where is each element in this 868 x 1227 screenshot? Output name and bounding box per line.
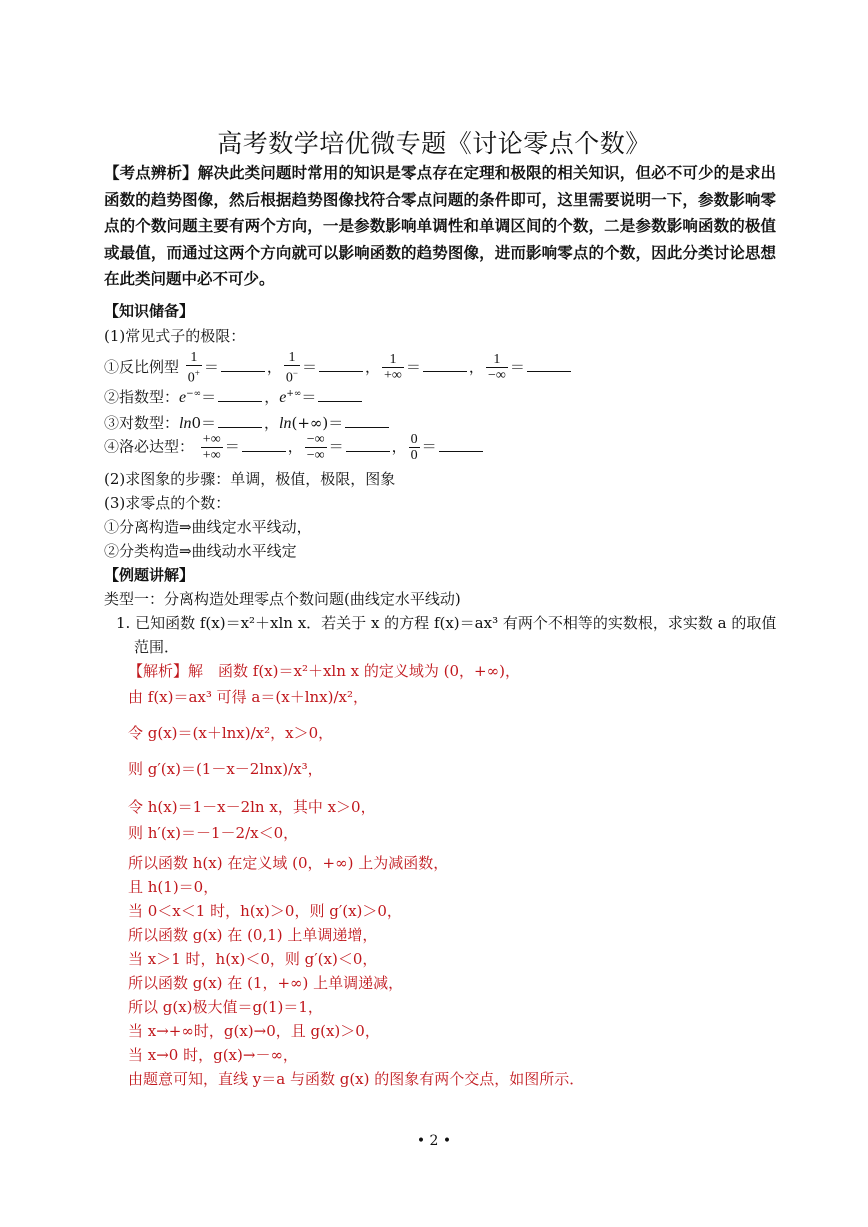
knowledge-item-3b: ②分类构造⇒曲线动水平线定 (104, 542, 297, 560)
answer-blank (439, 437, 483, 452)
knowledge-item-3a: ①分离构造⇒曲线定水平线动， (104, 518, 312, 536)
solution-line: 且 h(1)＝0， (128, 878, 219, 896)
solution-line: 则 h′(x)＝－1－2/x＜0， (128, 824, 299, 842)
answer-blank (218, 413, 262, 428)
log-type-label: ③对数型： (104, 414, 180, 432)
solution-line: 则 g′(x)＝(1－x－2lnx)/x³， (128, 760, 323, 778)
fraction-neginf-over-neginf: $\frac{-\infty}{-\infty}$ (306, 432, 325, 463)
solution-line: 所以 g(x)极大值＝g(1)＝1， (128, 998, 323, 1016)
fraction-0-over-0: $\frac{0}{0}$ (410, 432, 418, 463)
exponential-type-line: ②指数型：e−∞＝ ，e+∞＝ (104, 386, 364, 407)
lhopital-type-line: ④洛必达型： $\frac{+\infty}{+\infty}$ ＝ ， $\frac{-\infty}{-\infty}$ ＝ ， $\frac{0}{0}$ ＝ (104, 432, 485, 463)
page-number: • 2 • (416, 1133, 452, 1149)
fraction-1-over-0minus: $\frac{1}{0^-}$ (285, 350, 298, 386)
answer-blank (319, 357, 363, 372)
inverse-type-line: ①反比例型 $\frac{1}{0^+}$ ＝ ， $\frac{1}{0^-}$ ＝ ， $\frac{1}{+\infty}$ ＝ ， $\frac{1}{-\infty}$ ＝ (104, 350, 573, 386)
knowledge-item-2: (2)求图象的步骤：单调，极值，极限，图象 (104, 470, 396, 488)
solution-line: 当 x→0 时，g(x)→－∞， (128, 1046, 298, 1064)
fraction-1-over-posinf: $\frac{1}{+\infty}$ (384, 352, 402, 384)
fraction-inf-over-inf: $\frac{+\infty}{+\infty}$ (202, 432, 221, 463)
solution-line: 令 h(x)＝1－x－2ln x，其中 x＞0， (128, 798, 376, 816)
answer-blank (221, 357, 265, 372)
solution-line: 由题意可知，直线 y＝a 与函数 g(x) 的图象有两个交点，如图所示． (128, 1070, 585, 1088)
answer-blank (423, 357, 467, 372)
answer-blank (345, 413, 389, 428)
knowledge-item-3: (3)求零点的个数： (104, 494, 231, 512)
knowledge-item-1: (1)常见式子的极限： (104, 327, 246, 345)
solution-line: 当 x＞1 时，h(x)＜0，则 g′(x)＜0， (128, 950, 378, 968)
solution-line: 当 0＜x＜1 时，h(x)＞0，则 g′(x)＞0， (128, 902, 402, 920)
exponential-type-label: ②指数型： (104, 388, 180, 406)
fraction-1-over-neginf: $\frac{1}{-\infty}$ (487, 352, 506, 384)
solution-line: 令 g(x)＝(x＋lnx)/x²，x＞0， (128, 724, 334, 742)
inverse-type-label: ①反比例型 (104, 357, 180, 376)
answer-blank (346, 437, 390, 452)
solution-line: 所以函数 h(x) 在定义域 (0，+∞) 上为减函数， (128, 854, 449, 872)
answer-blank (242, 437, 286, 452)
answer-blank (218, 387, 262, 402)
page-title: 高考数学培优微专题《讨论零点个数》 (217, 129, 651, 158)
solution-line: 【解析】解 函数 f(x)＝x²＋xln x 的定义域为 (0，+∞)， (128, 662, 520, 680)
log-type-line: ③对数型：ln0＝ ，ln(+∞)＝ (104, 412, 391, 433)
solution-line: 当 x→+∞时，g(x)→0，且 g(x)＞0， (128, 1022, 380, 1040)
answer-blank (527, 357, 571, 372)
examples-heading: 【例题讲解】 (104, 566, 195, 584)
fraction-1-over-0plus: $\frac{1}{0^+}$ (187, 350, 200, 386)
type-1-heading: 类型一：分离构造处理零点个数问题(曲线定水平线动) (104, 590, 461, 608)
intro-paragraph: 【考点辨析】解决此类问题时常用的知识是零点存在定理和极限的相关知识，但必不可少的是求出函数的趋势图像，然后根据趋势图像找符合零点问题的条件即可，这里需要说明一下，参数影响零点的个数问题主要有两个方向，一是参数影响单调性和单调区间的个数，二是参数影响函数的极值或最值，而通过这两个方向就可以影响函数的趋势图像，进而影响零点的个数，因此分类讨论思想在此类问题中必不可少。 (104, 163, 776, 288)
solution-line: 所以函数 g(x) 在 (1，+∞) 上单调递减， (128, 974, 404, 992)
lhopital-type-label: ④洛必达型： (104, 437, 195, 456)
question-1-line-1: 1. 已知函数 f(x)＝x²＋xln x．若关于 x 的方程 f(x)＝ax³ 有两个不相等的实数根，求实数 a 的取值 (116, 614, 777, 632)
answer-blank (318, 387, 362, 402)
knowledge-heading: 【知识储备】 (104, 302, 195, 320)
solution-line: 所以函数 g(x) 在 (0,1) 上单调递增， (128, 926, 378, 944)
solution-line: 由 f(x)＝ax³ 可得 a＝(x＋lnx)/x²， (128, 688, 368, 706)
question-1-line-2: 范围． (134, 638, 180, 656)
